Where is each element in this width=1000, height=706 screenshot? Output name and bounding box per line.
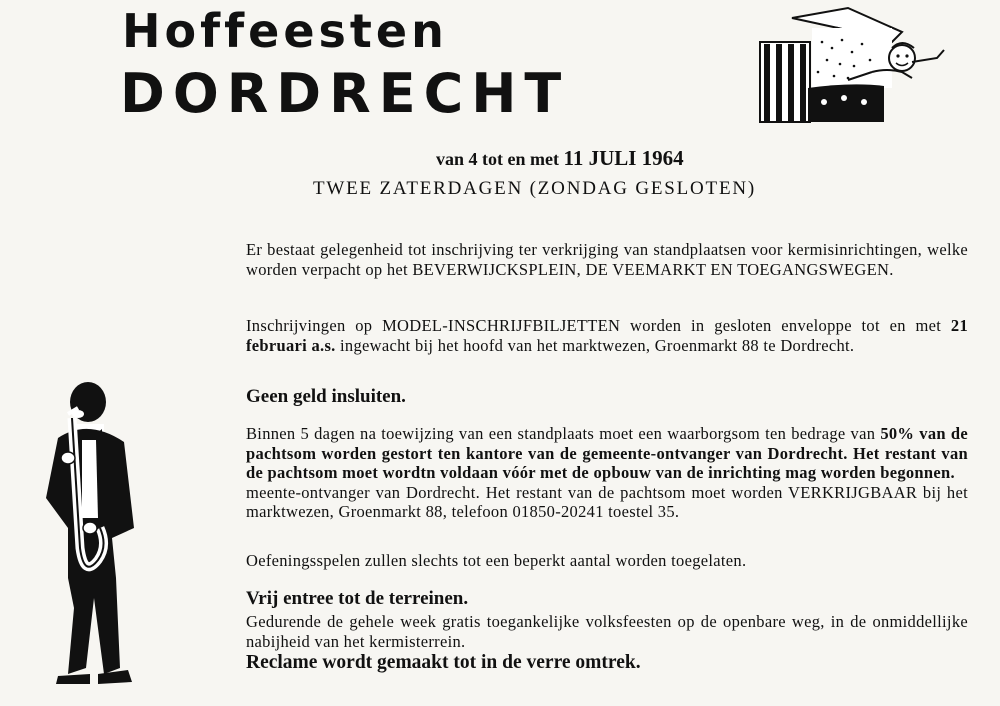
- p2-text-a: Inschrijvingen op MODEL-INSCHRIJFBILJETTEN worden in gesloten enveloppe tot en met: [246, 316, 951, 335]
- paragraph-volksfeesten: Gedurende de gehele week gratis toegankelijke volksfeesten op de openbare weg, in de onmiddellijke nabijheid van het kermisterrein.: [246, 612, 968, 651]
- deposit-percentage: 50% van de pachtsom: [246, 424, 968, 463]
- event-dates: [436, 146, 684, 171]
- p3-text-d: meente-ontvanger van Dordrecht. Het restant van de pachtsom moet worden VERKRIJGBAAR bij het marktwezen, Groenmarkt 88, telefoon 01850-20241 toestel 35.: [246, 482, 968, 521]
- heading-geen-geld: Geen geld insluiten.: [246, 386, 406, 407]
- paragraph-inschrijving: [246, 240, 968, 279]
- paragraph-oefeningsspelen: Oefeningsspelen zullen slechts tot een beperkt aantal worden toegelaten.: [246, 551, 747, 570]
- saxophone-player-illustration: [28, 378, 158, 690]
- heading-reclame: Reclame wordt gemaakt tot in de verre omtrek.: [246, 652, 641, 673]
- opening-days: TWEE ZATERDAGEN (ZONDAG GESLOTEN): [313, 178, 757, 199]
- p2-text-c: ingewacht bij het hoofd van het marktwezen, Groenmarkt 88 te Dordrecht.: [335, 335, 855, 355]
- p3-text-c: worden gestort ten kantore van de gemeente-ontvanger van Dordrecht. Het restant van de pachtsom moet wordtn voldaan vóór met de opbouw van de inrichting mag worden begonnen.: [246, 443, 968, 482]
- fairground-booth-clown-illustration: [752, 2, 952, 130]
- title-hoffeesten: Hoffeesten: [122, 4, 448, 58]
- paragraph-waarborgsom: [246, 424, 968, 522]
- deadline-date: 21 februari a.s.: [246, 316, 968, 355]
- p3-text-a: Binnen 5 dagen na toewijzing van een standplaats moet een waarborgsom ten bedrage van: [246, 424, 881, 443]
- title-dordrecht: DORDRECHT: [120, 62, 570, 125]
- dates-main: 11 JULI 1964: [563, 146, 684, 170]
- paragraph-inschrijving-text: Er bestaat gelegenheid tot inschrijving ter verkrijging van standplaatsen voor kermisinrichtingen, welke worden verpacht op het BEVERWIJCKSPLEIN, DE VEEMARKT EN TOEGANGSWEGEN.: [246, 240, 968, 279]
- paragraph-model-inschrijfbiljetten: [246, 316, 968, 355]
- dates-prefix: van 4 tot en met: [436, 149, 564, 169]
- heading-vrij-entree: Vrij entree tot de terreinen.: [246, 588, 469, 609]
